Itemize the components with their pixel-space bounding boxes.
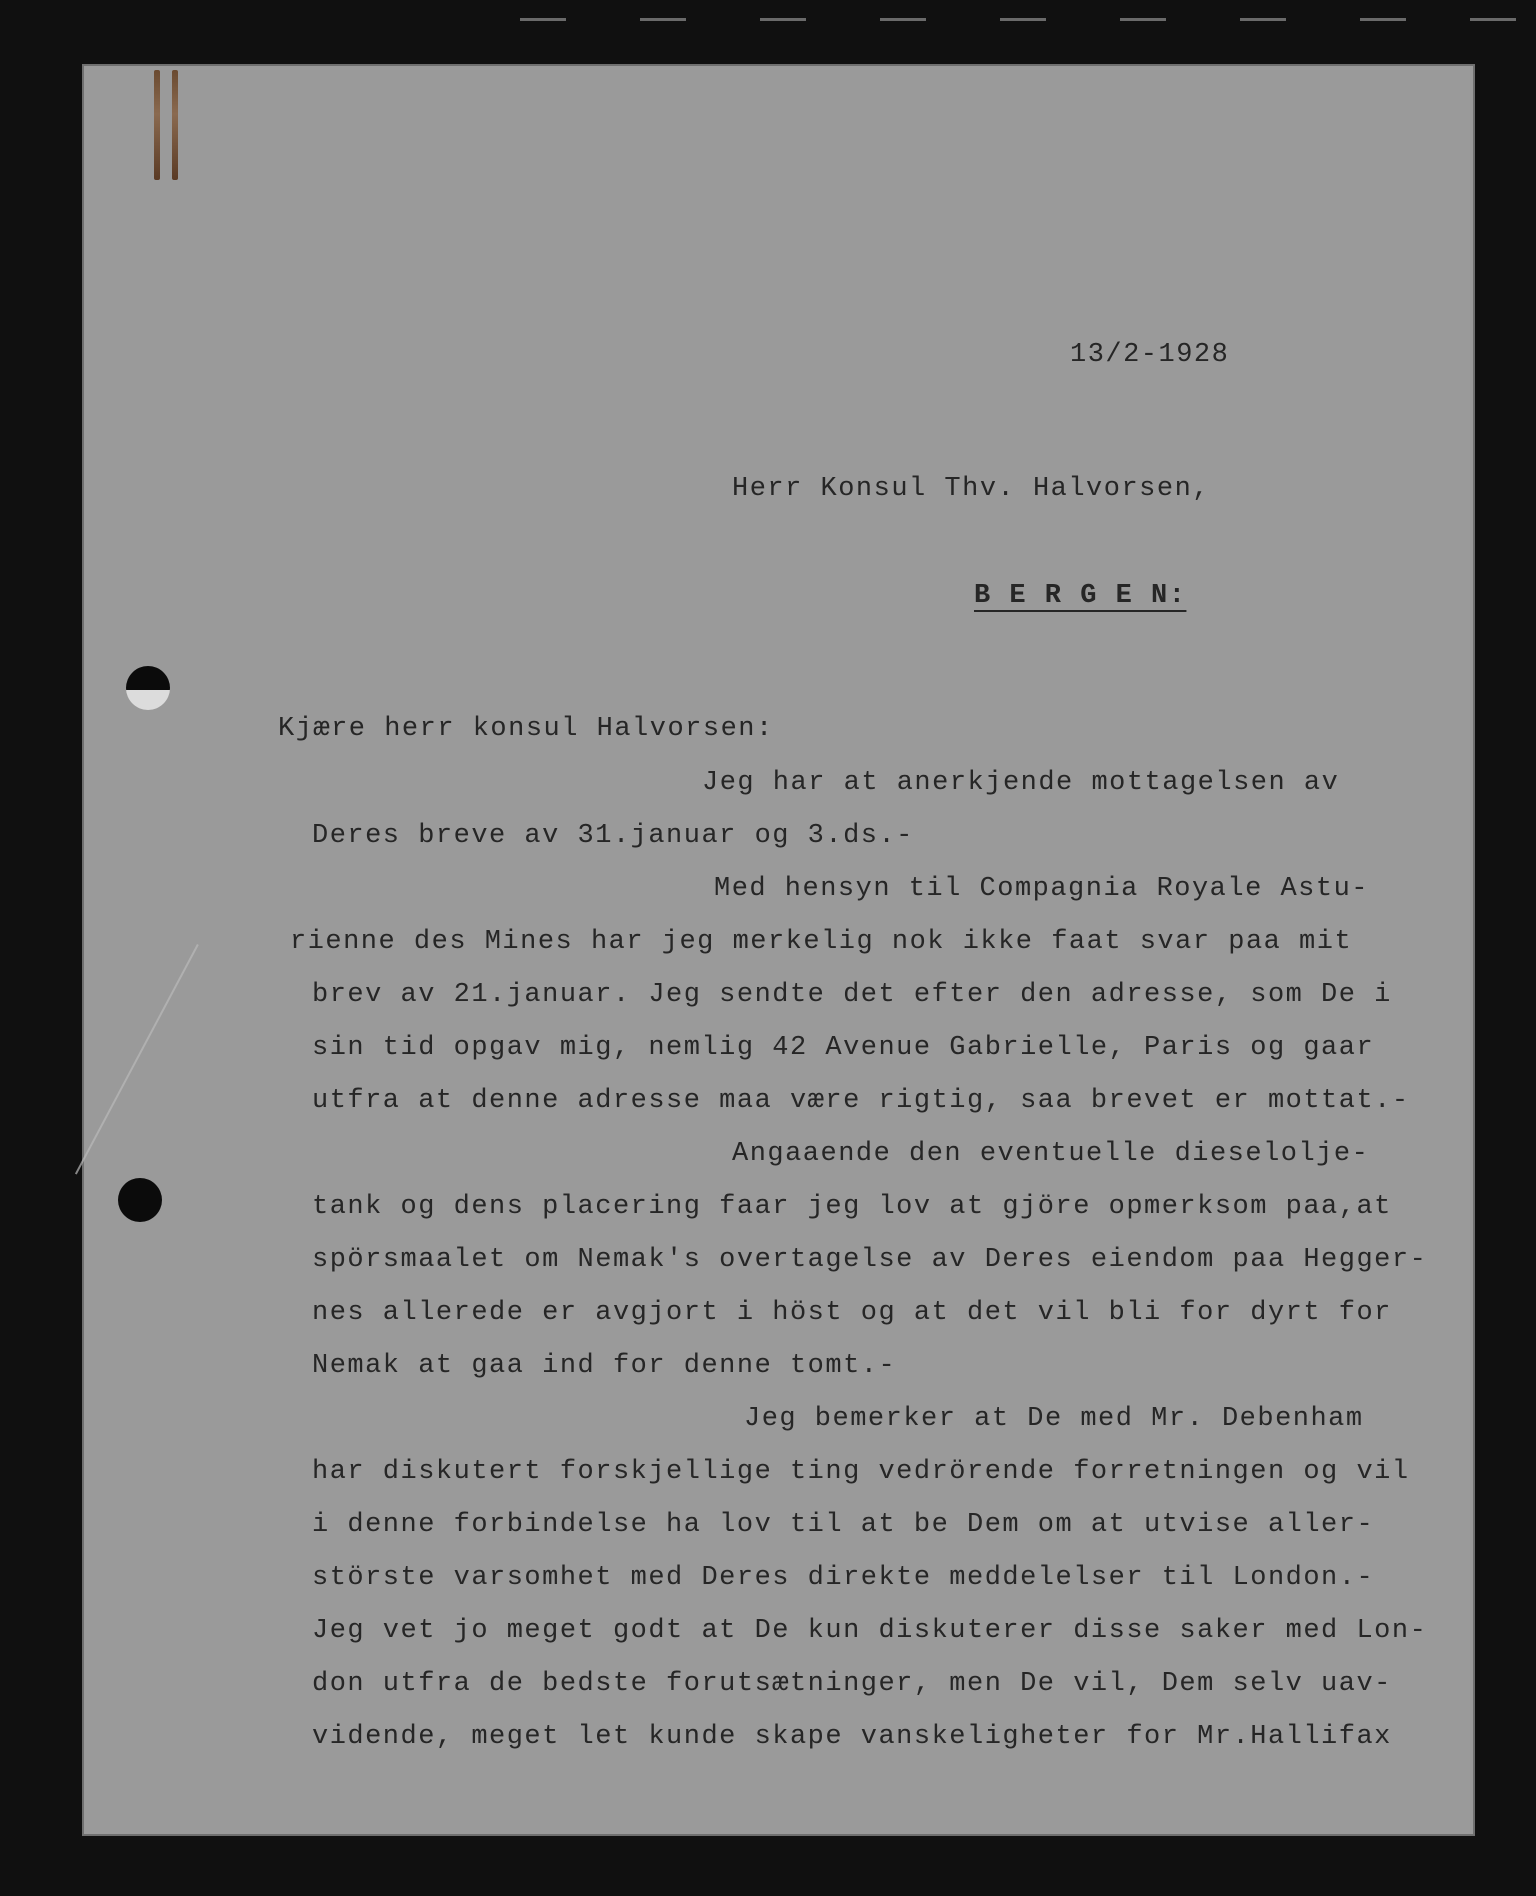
- body-line: har diskutert forskjellige ting vedrörende forretningen og vil: [312, 1457, 1410, 1487]
- punch-hole: [126, 666, 170, 710]
- letter-recipient: Herr Konsul Thv. Halvorsen,: [732, 474, 1210, 504]
- letter-city: B E R G E N:: [974, 581, 1187, 611]
- body-line: Med hensyn til Compagnia Royale Astu-: [714, 874, 1369, 904]
- body-line: störste varsomhet med Deres direkte meddelelser til London.-: [312, 1563, 1375, 1593]
- staple-mark: [154, 70, 160, 180]
- body-line: Nemak at gaa ind for denne tomt.-: [312, 1351, 897, 1381]
- body-line: Jeg har at anerkjende mottagelsen av: [702, 768, 1340, 798]
- edge-mark: [1000, 18, 1046, 21]
- letter-paper: [82, 64, 1475, 1836]
- body-line: Jeg bemerker at De med Mr. Debenham: [744, 1404, 1364, 1434]
- body-line: nes allerede er avgjort i höst og at det vil bli for dyrt for: [312, 1298, 1392, 1328]
- body-line: i denne forbindelse ha lov til at be Dem om at utvise aller-: [312, 1510, 1375, 1540]
- scanner-edge-marks: [520, 18, 1520, 24]
- body-line: rienne des Mines har jeg merkelig nok ikke faat svar paa mit: [290, 927, 1353, 957]
- body-line: don utfra de bedste forutsætninger, men De vil, Dem selv uav-: [312, 1669, 1392, 1699]
- edge-mark: [1360, 18, 1406, 21]
- paper-crease: [75, 944, 199, 1175]
- punch-hole: [118, 1178, 162, 1222]
- edge-mark: [1240, 18, 1286, 21]
- edge-mark: [520, 18, 566, 21]
- edge-mark: [1120, 18, 1166, 21]
- body-line: sin tid opgav mig, nemlig 42 Avenue Gabrielle, Paris og gaar: [312, 1033, 1375, 1063]
- body-line: Jeg vet jo meget godt at De kun diskuterer disse saker med Lon-: [312, 1616, 1428, 1646]
- staple-mark: [172, 70, 178, 180]
- body-line: vidende, meget let kunde skape vanskeligheter for Mr.Hallifax: [312, 1722, 1392, 1752]
- letter-date: 13/2-1928: [1070, 340, 1230, 370]
- letter-salutation: Kjære herr konsul Halvorsen:: [278, 714, 774, 744]
- edge-mark: [760, 18, 806, 21]
- body-line: Angaaende den eventuelle dieselolje-: [732, 1139, 1370, 1169]
- body-line: tank og dens placering faar jeg lov at gjöre opmerksom paa,at: [312, 1192, 1392, 1222]
- edge-mark: [880, 18, 926, 21]
- edge-mark: [1470, 18, 1516, 21]
- body-line: brev av 21.januar. Jeg sendte det efter den adresse, som De i: [312, 980, 1392, 1010]
- body-line: Deres breve av 31.januar og 3.ds.-: [312, 821, 914, 851]
- edge-mark: [640, 18, 686, 21]
- body-line: utfra at denne adresse maa være rigtig, saa brevet er mottat.-: [312, 1086, 1410, 1116]
- body-line: spörsmaalet om Nemak's overtagelse av Deres eiendom paa Hegger-: [312, 1245, 1428, 1275]
